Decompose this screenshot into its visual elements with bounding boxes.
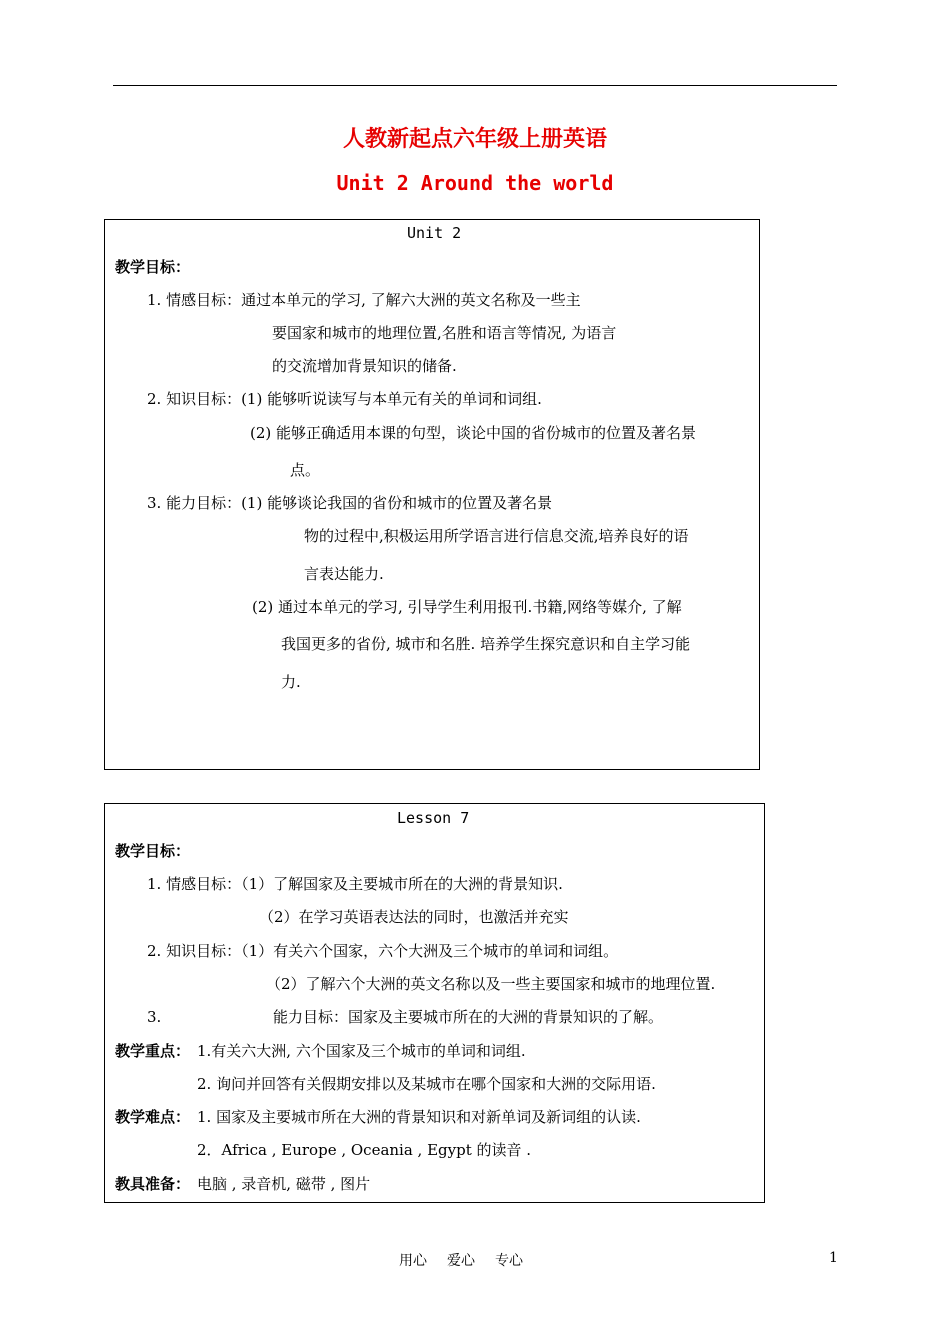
lesson-goal-line: （2）在学习英语表达法的同时，也激活并充实 [259, 908, 569, 926]
lesson-goal-line: （2）了解六个大洲的英文名称以及一些主要国家和城市的地理位置. [266, 975, 716, 993]
page-title-english: Unit 2 Around the world [336, 171, 614, 195]
key-points-label: 教学重点： [115, 1042, 191, 1060]
unit-goal-line: 我国更多的省份, 城市和名胜. 培养学生探究意识和自主学习能 [281, 635, 691, 653]
unit-goal-line: 要国家和城市的地理位置,名胜和语言等情况, 为语言 [272, 324, 617, 342]
key-point-line: 2. 询问并回答有关假期安排以及某城市在哪个国家和大洲的交际用语. [197, 1075, 656, 1093]
unit-goal-line: 1. 情感目标：通过本单元的学习, 了解六大洲的英文名称及一些主 [147, 291, 581, 309]
header-rule [113, 85, 837, 86]
lesson-goals-label: 教学目标： [115, 842, 191, 860]
unit-goal-line: 的交流增加背景知识的储备. [272, 357, 457, 375]
unit-goal-line: 物的过程中,积极运用所学语言进行信息交流,培养良好的语 [304, 527, 689, 545]
difficult-point-line: 2．Africa , Europe , Oceania , Egypt 的读音 . [197, 1141, 532, 1159]
lesson-goal-line: 能力目标：国家及主要城市所在的大洲的背景知识的了解。 [273, 1008, 664, 1026]
lesson-goal-line: 3. [147, 1008, 162, 1026]
lesson-goal-line: 2. 知识目标：（1）有关六个国家，六个大洲及三个城市的单词和词组。 [147, 942, 619, 960]
unit-goal-line: 言表达能力. [304, 565, 384, 583]
unit-goal-line: 2. 知识目标：(1) 能够听说读写与本单元有关的单词和词组. [147, 390, 542, 408]
key-point-line: 1.有关六大洲, 六个国家及三个城市的单词和词组. [197, 1042, 526, 1060]
footer-motto-3: 专心 [495, 1253, 523, 1269]
teaching-tools-text: 电脑 , 录音机, 磁带 , 图片 [197, 1175, 371, 1193]
difficult-point-line: 1. 国家及主要城市所在大洲的背景知识和对新单词及新词组的认读. [197, 1108, 641, 1126]
lesson-goal-line: 1. 情感目标：（1）了解国家及主要城市所在的大洲的背景知识. [147, 875, 563, 893]
unit-goal-line: (2) 通过本单元的学习, 引导学生利用报刊.书籍,网络等媒介, 了解 [252, 598, 682, 616]
page-number: 1 [829, 1250, 838, 1266]
page-title-chinese: 人教新起点六年级上册英语 [342, 126, 607, 152]
unit-goal-line: 力. [281, 673, 301, 691]
unit-goal-line: 点。 [290, 461, 321, 479]
unit-goal-line: (2) 能够正确适用本课的句型，谈论中国的省份城市的位置及著名景 [250, 424, 697, 442]
footer-motto-2: 爱心 [447, 1253, 475, 1269]
unit-goal-line: 3. 能力目标：(1) 能够谈论我国的省份和城市的位置及著名景 [147, 494, 553, 512]
teaching-tools-label: 教具准备： [115, 1175, 191, 1193]
unit-goals-label: 教学目标： [115, 258, 191, 276]
lesson-heading: Lesson 7 [397, 809, 470, 827]
unit-heading: Unit 2 [407, 224, 462, 242]
difficult-points-label: 教学难点： [115, 1108, 191, 1126]
footer-motto-1: 用心 [399, 1253, 427, 1269]
